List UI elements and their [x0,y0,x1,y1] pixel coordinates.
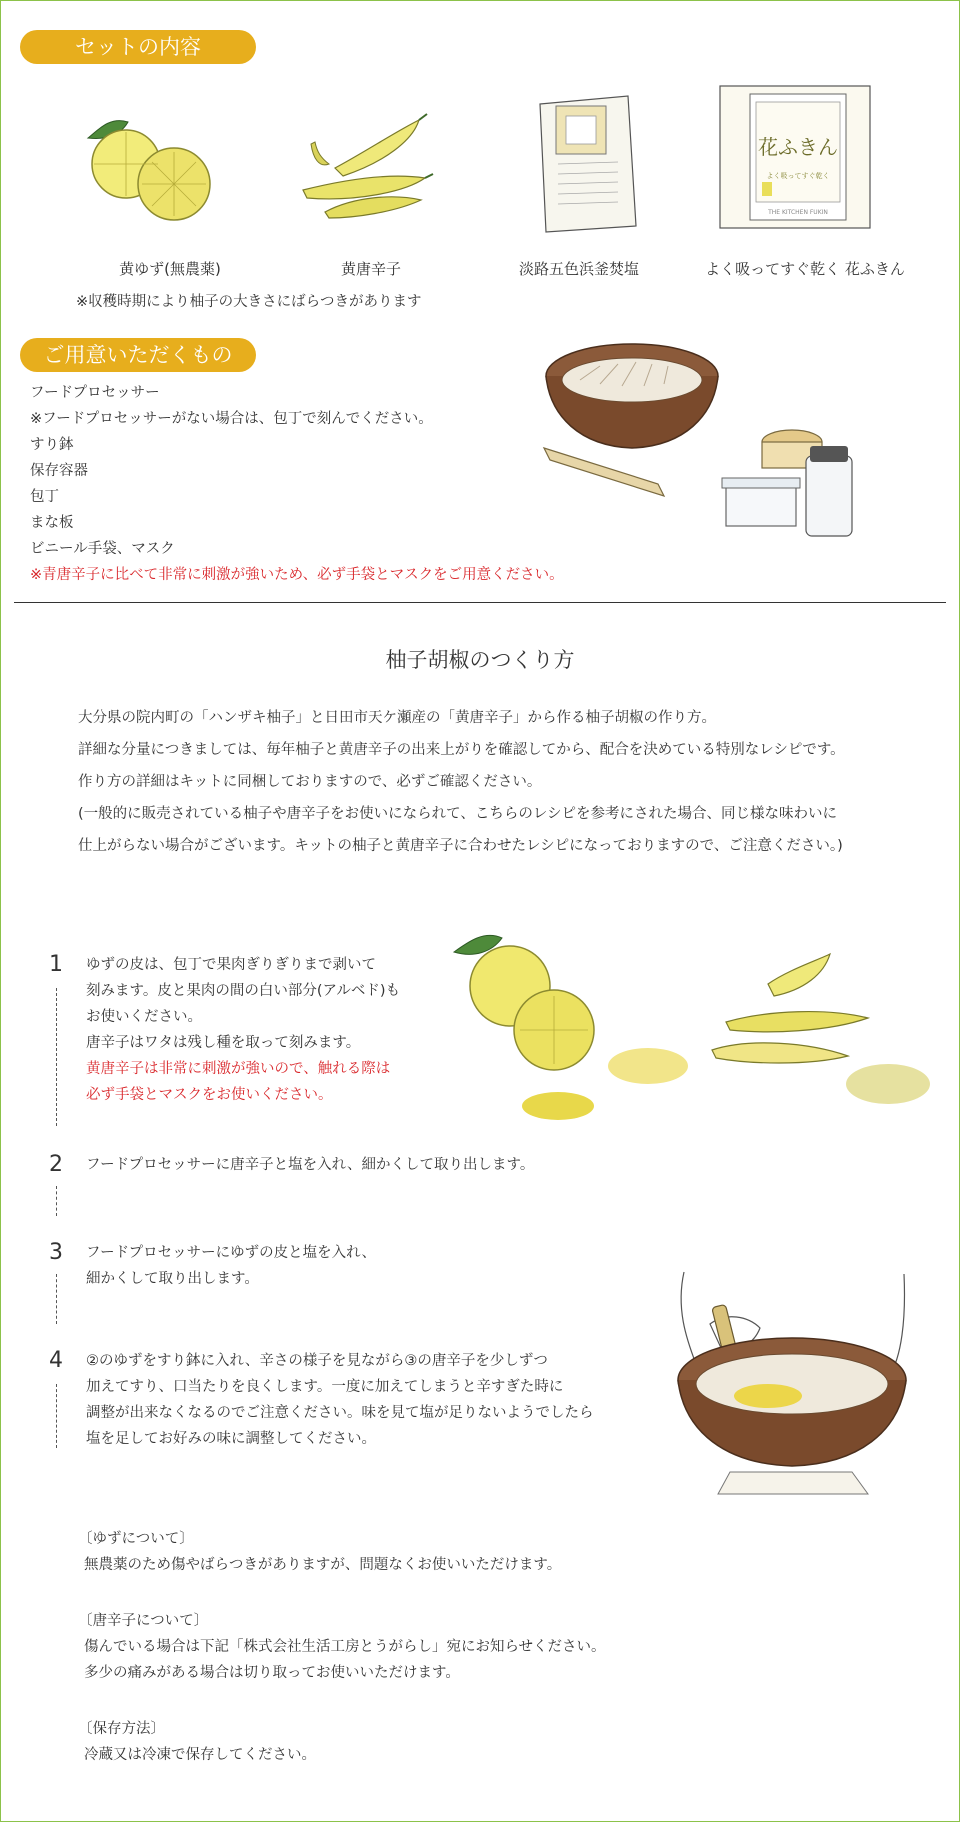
item-label-chili: 黄唐辛子 [340,260,401,278]
size-note: ※収穫時期により柚子の大きさにばらつきがあります [76,294,422,310]
section-divider [14,602,946,603]
chili-illustration [295,112,435,220]
fukin-main-text: 花ふきん [758,135,838,159]
prepare-item: ビニール手袋、マスク [30,541,175,557]
intro-line: 大分県の院内町の「ハンザキ柚子」と日田市天ケ瀬産の「黄唐辛子」から作る柚子胡椒の作り方。 [78,710,716,726]
note-line: 冷蔵又は冷凍で保存してください。 [84,1747,316,1763]
intro-line: 詳細な分量につきましては、毎年柚子と黄唐辛子の出来上がりを確認してから、配合を決めている特別なレシピです。 [78,742,845,758]
note-line: 無農薬のため傷やばらつきがありますが、問題なくお使いいただけます。 [84,1557,562,1573]
note-line: 多少の痛みがある場合は切り取ってお使いいただけます。 [84,1665,460,1681]
step-1-line: ゆずの皮は、包丁で果肉ぎりぎりまで剥いて [86,957,376,973]
tools-illustration [540,336,870,566]
set-contents-heading: セットの内容 [20,30,256,64]
mortar-grinding-illustration [656,1268,926,1504]
prepare-heading: ご用意いただくもの [20,338,256,372]
step-connector [56,1384,57,1448]
salt-package-illustration [532,92,640,236]
step-1-warning: 必ず手袋とマスクをお使いください。 [86,1087,333,1103]
item-label-fukin: よく吸ってすぐ乾く 花ふきん [705,260,905,278]
yuzu-illustration [80,112,220,224]
step-connector [56,1186,57,1216]
note-line: 傷んでいる場合は下記「株式会社生活工房とうがらし」宛にお知らせください。 [84,1639,606,1655]
intro-line: 作り方の詳細はキットに同梱しておりますので、必ずご確認ください。 [78,774,542,790]
step-number: 4 [49,1348,63,1373]
prepare-item: フードプロセッサー [30,385,160,401]
fukin-package-illustration [716,82,878,234]
fukin-brand-text: THE KITCHEN FUKIN [768,209,828,216]
step-number: 1 [49,952,63,977]
step-connector [56,1274,57,1324]
fukin-sub-text: よく吸ってすぐ乾く [766,172,830,180]
prepare-item: ※フードプロセッサーがない場合は、包丁で刻んでください。 [30,411,433,427]
note-heading-chili: 〔唐辛子について〕 [78,1613,209,1629]
step-number: 2 [49,1152,63,1177]
prepare-item: 包丁 [30,489,59,505]
step-1-line: 唐辛子はワタは残し種を取って刻みます。 [86,1035,361,1051]
prepare-item: すり鉢 [30,437,74,453]
step-4-line: 塩を足してお好みの味に調整してください。 [86,1431,376,1447]
step-2-line: フードプロセッサーに唐辛子と塩を入れ、細かくして取り出します。 [86,1157,535,1173]
step-connector [56,988,57,1126]
step-3-line: フードプロセッサーにゆずの皮と塩を入れ、 [86,1245,376,1261]
yuzu-chili-prep-illustration [448,926,938,1132]
step-4-line: 加えてすり、口当たりを良くします。一度に加えてしまうと辛すぎた時に [86,1379,564,1395]
prepare-item: 保存容器 [30,463,88,479]
step-number: 3 [49,1240,63,1265]
prepare-warning: ※青唐辛子に比べて非常に刺激が強いため、必ず手袋とマスクをご用意ください。 [30,567,564,583]
recipe-title: 柚子胡椒のつくり方 [385,648,575,672]
item-label-salt: 淡路五色浜釜焚塩 [518,260,639,278]
item-label-yuzu: 黄ゆず(無農薬) [119,260,221,278]
prepare-item: まな板 [30,515,74,531]
step-3-line: 細かくして取り出します。 [86,1271,259,1287]
step-1-warning: 黄唐辛子は非常に刺激が強いので、触れる際は [86,1061,391,1077]
note-heading-yuzu: 〔ゆずについて〕 [78,1531,194,1547]
step-4-line: 調整が出来なくなるのでご注意ください。味を見て塩が足りないようでしたら [86,1405,594,1421]
step-1-line: 刻みます。皮と果肉の間の白い部分(アルベド)も [86,983,401,999]
step-1-line: お使いください。 [86,1009,202,1025]
intro-line: 仕上がらない場合がございます。キットの柚子と黄唐辛子に合わせたレシピになっておりますので、ご注意ください。) [78,838,843,854]
step-4-line: ②のゆずをすり鉢に入れ、辛さの様子を見ながら③の唐辛子を少しずつ [86,1353,548,1369]
note-heading-storage: 〔保存方法〕 [78,1721,165,1737]
intro-line: (一般的に販売されている柚子や唐辛子をお使いになられて、こちらのレシピを参考にされた場合、同じ様な味わいに [78,806,837,822]
